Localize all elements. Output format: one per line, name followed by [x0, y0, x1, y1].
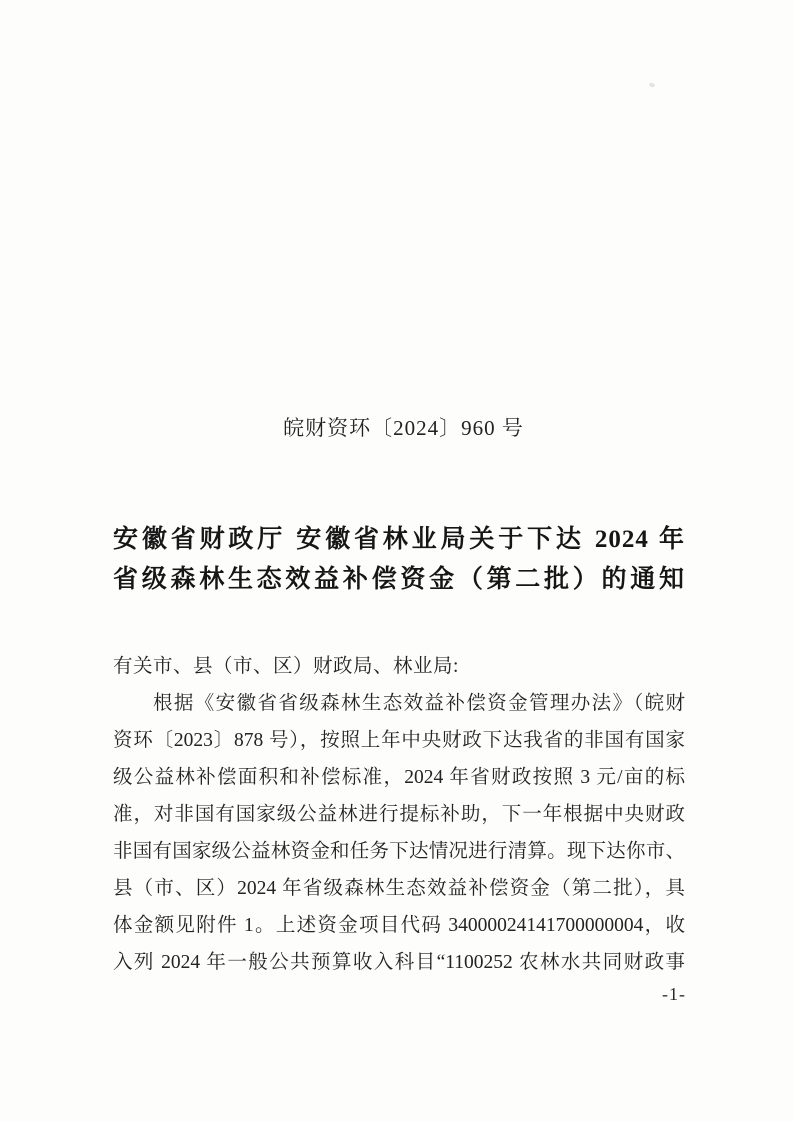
notice-title-line-2: 省级森林生态效益补偿资金（第二批）的通知 — [113, 566, 685, 593]
notice-title — [113, 520, 685, 600]
body-text-line: 体金额见附件 1。上述资金项目代码 34000024141700000004，收 — [113, 915, 685, 936]
body-text-line: 级公益林补偿面积和补偿标准，2024 年省财政按照 3 元/亩的标 — [113, 767, 685, 788]
body-text-line: 资环〔2023〕878 号），按照上年中央财政下达我省的非国有国家 — [113, 730, 685, 751]
body-text-line: 非国有国家级公益林资金和任务下达情况进行清算。现下达你市、 — [113, 841, 685, 862]
body-text-line: 准，对非国有国家级公益林进行提标补助，下一年根据中央财政 — [113, 804, 685, 825]
body-text-line: 入列 2024 年一般公共预算收入科目“1100252 农林水共同财政事 — [113, 952, 685, 973]
document-reference-number: 皖财资环〔2024〕960 号 — [283, 416, 524, 440]
body-text-line: 县（市、区）2024 年省级森林生态效益补偿资金（第二批），具 — [113, 878, 685, 899]
notice-title-line-1: 安徽省财政厅 安徽省林业局关于下达 2024 年 — [113, 526, 685, 553]
recipients-salutation: 有关市、县（市、区）财政局、林业局: — [113, 656, 459, 677]
scan-artifact-speck — [648, 82, 655, 88]
page-number: -1- — [662, 984, 686, 1004]
notice-body — [113, 648, 685, 981]
body-text-line: 根据《安徽省省级森林生态效益补偿资金管理办法》（皖财 — [153, 693, 685, 714]
